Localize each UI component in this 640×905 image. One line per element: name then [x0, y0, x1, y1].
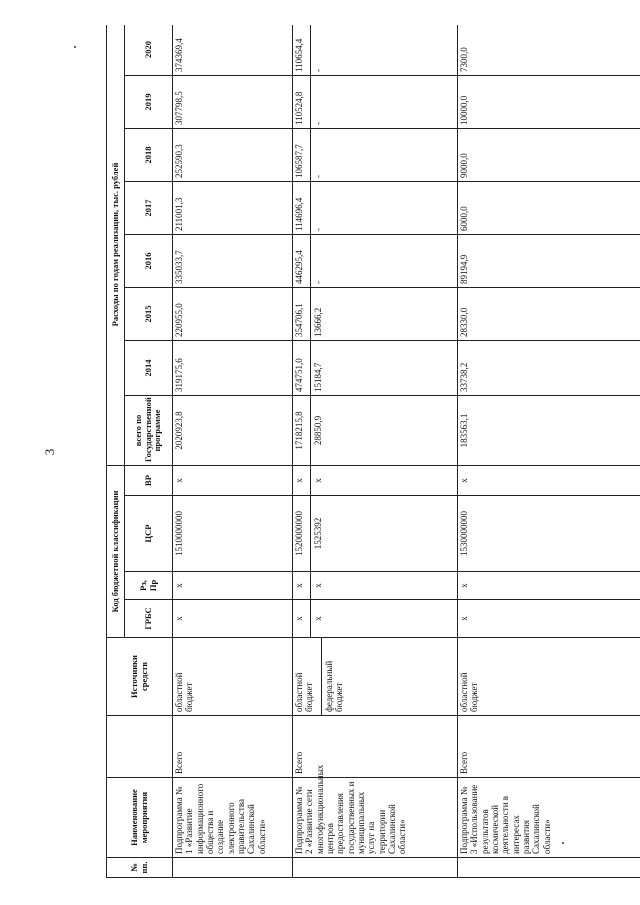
year-value: 9000,0: [458, 129, 640, 182]
grbs-cell: x: [173, 600, 293, 638]
scan-speck: [74, 46, 76, 48]
row-number: [173, 858, 293, 878]
year-value: 6000,0: [458, 182, 640, 235]
year-value: 446295,4: [294, 250, 304, 284]
header-source: Источники средств: [107, 638, 173, 716]
total-label: Всего: [173, 716, 293, 778]
header-year: 2015: [125, 288, 173, 341]
year-value: 307798,5: [173, 76, 293, 129]
page-number: 3: [42, 448, 57, 456]
program-total-cell: [293, 396, 458, 466]
header-name: Наименование мероприятия: [107, 778, 173, 858]
year-value: 335033,7: [173, 235, 293, 288]
year-value: 474751,0: [294, 358, 304, 392]
header-no: № пп.: [107, 858, 173, 878]
header-grbs: ГРБС: [125, 600, 173, 638]
vr-cell: x: [173, 466, 293, 496]
year-value: 110654,4: [294, 38, 304, 72]
total-label: Всего: [293, 716, 458, 778]
rzpr-cell: [293, 572, 458, 600]
year-value: 13666,2: [310, 288, 323, 340]
year-value: -: [310, 182, 323, 234]
subprogram-name: Подпрограмма № 3 «Использование результатов космической деятельности в интересах развития Сахалинской области»: [458, 778, 640, 858]
row-number: [458, 858, 640, 878]
header-year: 2018: [125, 129, 173, 182]
header-year: 2014: [125, 341, 173, 396]
table-row: [458, 25, 640, 878]
grbs-value: x: [294, 616, 304, 621]
year-value: 114696,4: [294, 197, 304, 231]
csr-cell: 1530000000: [458, 496, 640, 572]
rzpr-cell: x: [458, 572, 640, 600]
rzpr-cell: x: [173, 572, 293, 600]
vr-cell: x: [458, 466, 640, 496]
year-value: 89194,9: [458, 235, 640, 288]
header-budget-code: Код бюджетной классификации: [107, 466, 125, 638]
rzpr-value: x: [310, 572, 323, 599]
year-value: 7300,0: [458, 25, 640, 76]
header-csr: ЦСР: [125, 496, 173, 572]
csr-cell: 1510000000: [173, 496, 293, 572]
rzpr-value: x: [294, 583, 304, 588]
table-row: [173, 25, 293, 878]
header-year: 2020: [125, 25, 173, 76]
year-value: 211001,3: [173, 182, 293, 235]
program-total-value: 1718215,8: [294, 411, 304, 450]
year-value: -: [310, 25, 323, 75]
year-value: 10000,0: [458, 76, 640, 129]
year-cell: [293, 129, 458, 182]
header-rzpr: Рз, Пр: [125, 572, 173, 600]
header-vr: ВР: [125, 466, 173, 496]
subprogram-name: Подпрограмма № 2 «Развитие сети многофункциональных центров предоставления государственных и муниципальных услуг на территории Сахалинской области»: [293, 778, 458, 858]
total-label: Всего: [458, 716, 640, 778]
row-number: [293, 858, 458, 878]
year-value: 319175,6: [173, 341, 293, 396]
program-total-value: 28850,9: [310, 396, 323, 465]
header-expenses: Расходы по годам реализации, тыс. рублей: [107, 25, 125, 466]
header-year: 2016: [125, 235, 173, 288]
vr-value: x: [310, 466, 323, 495]
grbs-cell: x: [458, 600, 640, 638]
program-total-cell: 2020923,8: [173, 396, 293, 466]
year-value: 374369,4: [173, 25, 293, 76]
program-total-cell: 183563,1: [458, 396, 640, 466]
year-value: -: [310, 76, 323, 128]
year-value: 106587,7: [294, 144, 304, 178]
year-value: 354706,1: [294, 303, 304, 337]
year-value: 28330,0: [458, 288, 640, 341]
year-cell: [293, 288, 458, 341]
csr-value: 1525392: [310, 496, 323, 571]
header-total-program: всего по Государственной программе: [125, 396, 173, 466]
funding-source: областной бюджет: [294, 672, 315, 712]
funding-source: федеральный бюджет: [321, 638, 345, 715]
budget-table-wrapper: [106, 25, 640, 878]
funding-source: областной бюджет: [173, 638, 293, 716]
year-cell: [293, 76, 458, 129]
subprogram-name: Подпрограмма № 1 «Развитие информационного общества и создание электронного правительства Сахалинской области»: [173, 778, 293, 858]
header-year: 2019: [125, 76, 173, 129]
year-value: 33738,2: [458, 341, 640, 396]
year-value: 110524,8: [294, 91, 304, 125]
year-value: -: [310, 235, 323, 287]
header-year: 2017: [125, 182, 173, 235]
funding-source-cell: [293, 638, 458, 716]
year-cell: [293, 341, 458, 396]
vr-value: x: [294, 478, 304, 483]
year-cell: [293, 235, 458, 288]
vr-cell: [293, 466, 458, 496]
funding-source: областной бюджет: [458, 638, 640, 716]
year-cell: [293, 182, 458, 235]
grbs-cell: [293, 600, 458, 638]
year-value: 15184,7: [310, 341, 323, 395]
grbs-value: x: [310, 600, 323, 637]
year-value: 252590,3: [173, 129, 293, 182]
table-row: [293, 25, 458, 878]
header-total-col: [107, 716, 173, 778]
csr-cell: [293, 496, 458, 572]
year-cell: [293, 25, 458, 76]
year-value: -: [310, 129, 323, 181]
csr-value: 1520000000: [294, 511, 304, 556]
year-value: 220955,0: [173, 288, 293, 341]
budget-table: [106, 25, 640, 878]
